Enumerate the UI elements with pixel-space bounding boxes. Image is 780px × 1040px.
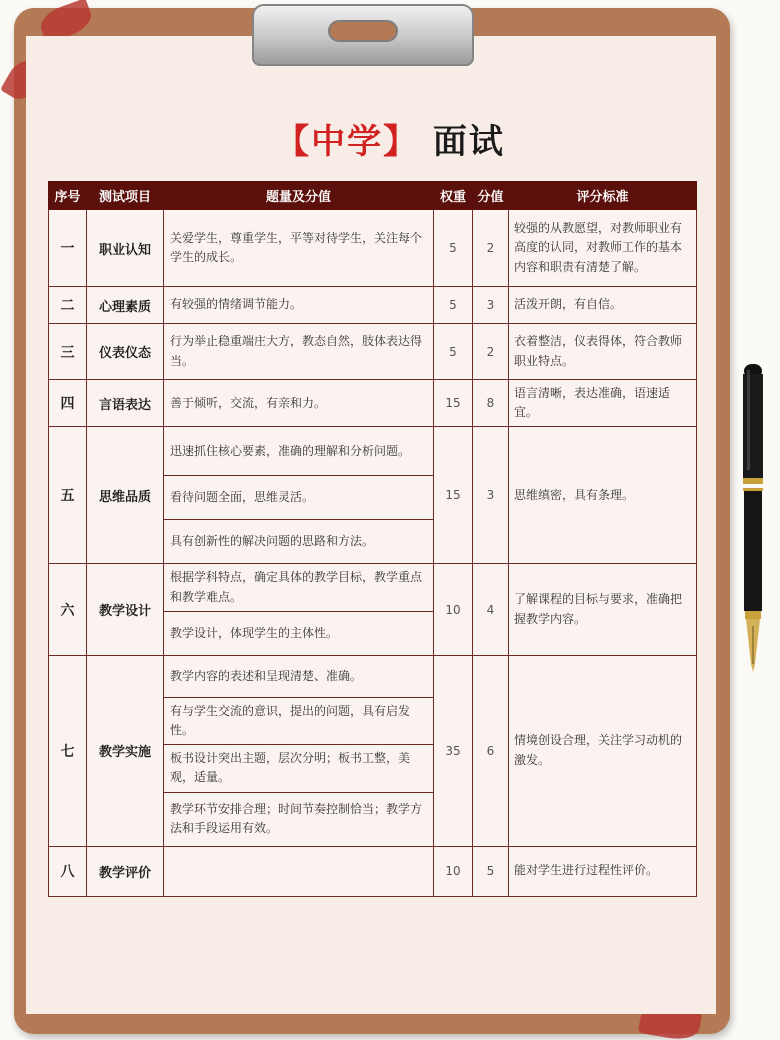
clipboard-clip: [252, 4, 474, 66]
row-content: 根据学科特点，确定具体的教学目标，教学重点和教学难点。: [164, 564, 434, 611]
row-score: 4: [473, 564, 509, 655]
row-weight: 10: [434, 564, 473, 655]
row-weight: 5: [434, 324, 473, 380]
row-item: 职业认知: [87, 210, 164, 287]
row-criteria: 思维缜密，具有条理。: [509, 427, 697, 564]
title-main: 面试: [432, 122, 505, 162]
row-weight: 15: [434, 380, 473, 427]
row-score: 3: [473, 427, 509, 564]
row-item: 教学评价: [87, 846, 164, 896]
row-score: 6: [473, 655, 509, 846]
row-content: 教学内容的表述和呈现清楚、准确。: [164, 655, 434, 697]
row-item: 言语表达: [87, 380, 164, 427]
table-header-row: [49, 182, 697, 210]
row-content: 看待问题全面，思维灵活。: [164, 476, 434, 520]
header-criteria: 评分标准: [509, 182, 697, 210]
row-weight: 35: [434, 655, 473, 846]
row-score: 2: [473, 210, 509, 287]
table-row: [49, 287, 697, 324]
row-num: 六: [49, 564, 87, 655]
row-item: 仪表仪态: [87, 324, 164, 380]
row-num: 五: [49, 427, 87, 564]
header-weight: 权重: [434, 182, 473, 210]
row-num: 八: [49, 846, 87, 896]
row-score: 2: [473, 324, 509, 380]
row-criteria: 衣着整洁，仪表得体，符合教师职业特点。: [509, 324, 697, 380]
row-num: 一: [49, 210, 87, 287]
row-content: 具有创新性的解决问题的思路和方法。: [164, 520, 434, 564]
row-criteria: 语言清晰，表达准确，语速适宜。: [509, 380, 697, 427]
header-item: 测试项目: [87, 182, 164, 210]
score-table: [48, 181, 697, 897]
row-score: 3: [473, 287, 509, 324]
row-content: 有与学生交流的意识，提出的问题，具有启发性。: [164, 697, 434, 744]
table-row: [49, 564, 697, 611]
row-content: 教学设计，体现学生的主体性。: [164, 611, 434, 655]
row-item: 教学实施: [87, 655, 164, 846]
table-row: [49, 380, 697, 427]
row-criteria: 了解课程的目标与要求，准确把握教学内容。: [509, 564, 697, 655]
table-row: [49, 324, 697, 380]
row-content: 迅速抓住核心要素，准确的理解和分析问题。: [164, 427, 434, 476]
row-criteria: 情境创设合理，关注学习动机的激发。: [509, 655, 697, 846]
row-criteria: 能对学生进行过程性评价。: [509, 846, 697, 896]
row-item: 思维品质: [87, 427, 164, 564]
row-weight: 5: [434, 287, 473, 324]
row-criteria: 活泼开朗，有自信。: [509, 287, 697, 324]
row-content: 教学环节安排合理；时间节奏控制恰当；教学方法和手段运用有效。: [164, 792, 434, 846]
table-row: [49, 427, 697, 476]
page-title: [0, 114, 780, 163]
table-row: [49, 846, 697, 896]
row-item: 心理素质: [87, 287, 164, 324]
table-row: [49, 655, 697, 697]
row-num: 四: [49, 380, 87, 427]
row-content: 善于倾听，交流，有亲和力。: [164, 380, 434, 427]
row-item: 教学设计: [87, 564, 164, 655]
row-content: 有较强的情绪调节能力。: [164, 287, 434, 324]
table-row: [49, 210, 697, 287]
row-content: 关爱学生，尊重学生，平等对待学生，关注每个学生的成长。: [164, 210, 434, 287]
row-criteria: 较强的从教愿望，对教师职业有高度的认同，对教师工作的基本内容和职责有清楚了解。: [509, 210, 697, 287]
title-bracket: 【中学】: [275, 122, 420, 162]
row-weight: 5: [434, 210, 473, 287]
row-num: 七: [49, 655, 87, 846]
row-weight: 10: [434, 846, 473, 896]
row-score: 8: [473, 380, 509, 427]
header-content: 题量及分值: [164, 182, 434, 210]
row-content: 行为举止稳重端庄大方，教态自然，肢体表达得当。: [164, 324, 434, 380]
row-content: [164, 846, 434, 896]
header-num: 序号: [49, 182, 87, 210]
row-content: 板书设计突出主题，层次分明；板书工整，美观，适量。: [164, 745, 434, 792]
row-score: 5: [473, 846, 509, 896]
row-num: 二: [49, 287, 87, 324]
row-num: 三: [49, 324, 87, 380]
header-score: 分值: [473, 182, 509, 210]
fountain-pen-decoration: [738, 364, 768, 674]
row-weight: 15: [434, 427, 473, 564]
